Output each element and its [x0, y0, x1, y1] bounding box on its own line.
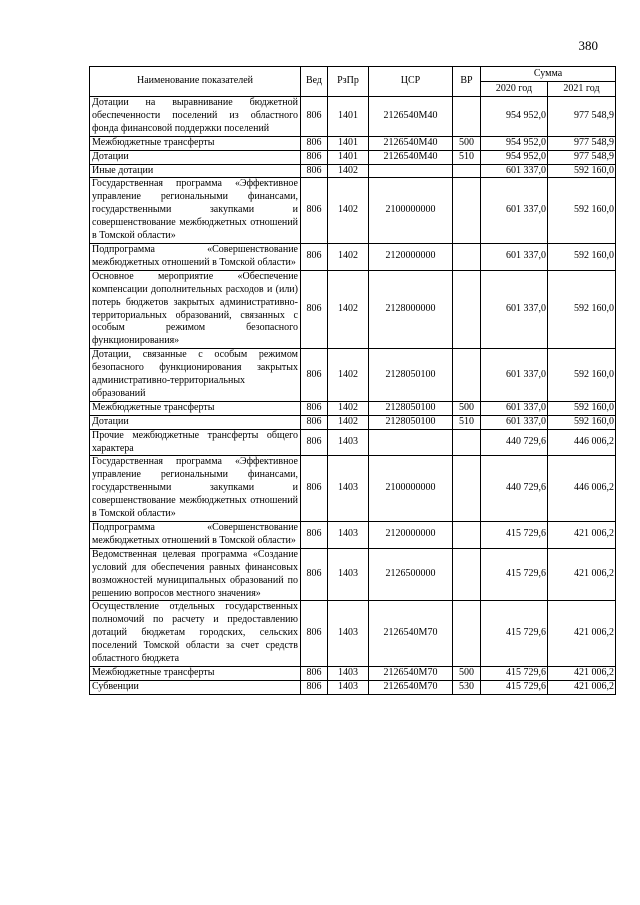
row-csr: 2126540М40	[369, 97, 453, 137]
row-amount-2020: 415 729,6	[481, 601, 548, 667]
row-name: Дотации, связанные с особым режимом безопасного функционирования закрытых административно-территориальных образований	[90, 349, 301, 402]
row-rzpr: 1403	[328, 522, 369, 549]
row-vr: 510	[453, 415, 481, 429]
row-csr: 2126540М70	[369, 601, 453, 667]
table-row	[90, 178, 616, 244]
row-name: Основное мероприятие «Обеспечение компенсации дополнительных расходов и (или) потерь бюджетов закрытых административно-территориальных образований, связанных с особым режимом безопасного функционирования»	[90, 270, 301, 348]
row-ved: 806	[301, 164, 328, 178]
row-csr	[369, 164, 453, 178]
table-row	[90, 666, 616, 680]
row-rzpr: 1402	[328, 401, 369, 415]
row-amount-2021: 592 160,0	[548, 415, 616, 429]
row-name: Иные дотации	[90, 164, 301, 178]
row-rzpr: 1403	[328, 548, 369, 601]
row-amount-2020: 954 952,0	[481, 150, 548, 164]
table-row	[90, 150, 616, 164]
row-amount-2021: 592 160,0	[548, 401, 616, 415]
row-name: Государственная программа «Эффективное управление региональными финансами, государственными закупками и совершенствование межбюджетных отношений в Томской области»	[90, 456, 301, 522]
row-ved: 806	[301, 548, 328, 601]
row-vr: 510	[453, 150, 481, 164]
row-vr	[453, 429, 481, 456]
header-vr: ВР	[453, 67, 481, 97]
table-row	[90, 243, 616, 270]
row-amount-2020: 415 729,6	[481, 666, 548, 680]
row-csr: 2100000000	[369, 456, 453, 522]
row-csr: 2128050100	[369, 349, 453, 402]
row-amount-2021: 977 548,9	[548, 97, 616, 137]
row-rzpr: 1402	[328, 164, 369, 178]
row-rzpr: 1403	[328, 680, 369, 694]
table-row	[90, 601, 616, 667]
row-amount-2021: 592 160,0	[548, 178, 616, 244]
row-ved: 806	[301, 666, 328, 680]
header-sum: Сумма	[481, 67, 616, 82]
row-csr: 2126500000	[369, 548, 453, 601]
row-vr: 530	[453, 680, 481, 694]
row-ved: 806	[301, 243, 328, 270]
row-name: Прочие межбюджетные трансферты общего характера	[90, 429, 301, 456]
row-name: Дотации	[90, 415, 301, 429]
row-vr	[453, 164, 481, 178]
row-amount-2020: 415 729,6	[481, 522, 548, 549]
row-amount-2020: 601 337,0	[481, 178, 548, 244]
row-csr: 2120000000	[369, 243, 453, 270]
row-vr	[453, 522, 481, 549]
row-rzpr: 1402	[328, 349, 369, 402]
budget-table	[89, 66, 616, 695]
row-vr	[453, 243, 481, 270]
row-amount-2020: 954 952,0	[481, 136, 548, 150]
row-vr	[453, 601, 481, 667]
table-row	[90, 548, 616, 601]
row-amount-2020: 601 337,0	[481, 349, 548, 402]
row-amount-2021: 592 160,0	[548, 270, 616, 348]
row-amount-2021: 421 006,2	[548, 680, 616, 694]
row-amount-2020: 440 729,6	[481, 456, 548, 522]
table-row	[90, 429, 616, 456]
table-body	[90, 97, 616, 695]
row-amount-2021: 592 160,0	[548, 164, 616, 178]
row-csr: 2120000000	[369, 522, 453, 549]
row-rzpr: 1403	[328, 429, 369, 456]
row-name: Подпрограмма «Совершенствование межбюджетных отношений в Томской области»	[90, 522, 301, 549]
row-amount-2021: 446 006,2	[548, 456, 616, 522]
row-rzpr: 1402	[328, 415, 369, 429]
page-number: 380	[578, 38, 598, 53]
table-row	[90, 136, 616, 150]
table-row	[90, 522, 616, 549]
table-row	[90, 270, 616, 348]
table-row	[90, 415, 616, 429]
row-rzpr: 1402	[328, 243, 369, 270]
row-csr: 2128050100	[369, 401, 453, 415]
row-amount-2020: 601 337,0	[481, 243, 548, 270]
table-row	[90, 97, 616, 137]
header-csr: ЦСР	[369, 67, 453, 97]
row-amount-2021: 977 548,9	[548, 136, 616, 150]
row-ved: 806	[301, 349, 328, 402]
row-ved: 806	[301, 97, 328, 137]
row-rzpr: 1403	[328, 456, 369, 522]
table-row	[90, 680, 616, 694]
row-ved: 806	[301, 270, 328, 348]
row-ved: 806	[301, 150, 328, 164]
row-ved: 806	[301, 136, 328, 150]
row-csr: 2126540М70	[369, 680, 453, 694]
row-vr: 500	[453, 136, 481, 150]
row-csr: 2128000000	[369, 270, 453, 348]
table-row	[90, 164, 616, 178]
row-amount-2020: 601 337,0	[481, 415, 548, 429]
row-ved: 806	[301, 522, 328, 549]
header-year-2021: 2021 год	[548, 82, 616, 97]
row-amount-2020: 601 337,0	[481, 401, 548, 415]
row-vr	[453, 349, 481, 402]
header-rzpr: РзПр	[328, 67, 369, 97]
row-amount-2020: 601 337,0	[481, 270, 548, 348]
table-row	[90, 456, 616, 522]
row-amount-2021: 446 006,2	[548, 429, 616, 456]
row-vr	[453, 456, 481, 522]
row-ved: 806	[301, 178, 328, 244]
row-amount-2020: 954 952,0	[481, 97, 548, 137]
row-name: Государственная программа «Эффективное управление региональными финансами, государственными закупками и совершенствование межбюджетных отношений в Томской области»	[90, 178, 301, 244]
row-rzpr: 1401	[328, 150, 369, 164]
row-csr: 2128050100	[369, 415, 453, 429]
row-rzpr: 1401	[328, 136, 369, 150]
row-ved: 806	[301, 456, 328, 522]
row-amount-2021: 421 006,2	[548, 522, 616, 549]
header-name: Наименование показателей	[90, 67, 301, 97]
row-amount-2021: 592 160,0	[548, 243, 616, 270]
row-name: Межбюджетные трансферты	[90, 666, 301, 680]
row-ved: 806	[301, 401, 328, 415]
header-year-2020: 2020 год	[481, 82, 548, 97]
row-csr: 2126540М40	[369, 136, 453, 150]
row-amount-2021: 421 006,2	[548, 548, 616, 601]
row-name: Подпрограмма «Совершенствование межбюджетных отношений в Томской области»	[90, 243, 301, 270]
row-vr	[453, 548, 481, 601]
table-row	[90, 401, 616, 415]
row-ved: 806	[301, 680, 328, 694]
row-amount-2020: 415 729,6	[481, 548, 548, 601]
row-amount-2020: 415 729,6	[481, 680, 548, 694]
row-rzpr: 1402	[328, 270, 369, 348]
row-csr: 2100000000	[369, 178, 453, 244]
row-amount-2020: 601 337,0	[481, 164, 548, 178]
row-name: Межбюджетные трансферты	[90, 401, 301, 415]
row-rzpr: 1403	[328, 666, 369, 680]
row-name: Субвенции	[90, 680, 301, 694]
row-name: Ведомственная целевая программа «Создание условий для обеспечения равных финансовых возможностей муниципальных образований по решению вопросов местного значения»	[90, 548, 301, 601]
row-amount-2020: 440 729,6	[481, 429, 548, 456]
row-vr: 500	[453, 401, 481, 415]
row-vr: 500	[453, 666, 481, 680]
row-rzpr: 1402	[328, 178, 369, 244]
row-vr	[453, 178, 481, 244]
row-ved: 806	[301, 429, 328, 456]
row-csr	[369, 429, 453, 456]
row-rzpr: 1403	[328, 601, 369, 667]
row-ved: 806	[301, 601, 328, 667]
row-amount-2021: 421 006,2	[548, 666, 616, 680]
row-vr	[453, 97, 481, 137]
row-vr	[453, 270, 481, 348]
row-amount-2021: 592 160,0	[548, 349, 616, 402]
row-csr: 2126540М40	[369, 150, 453, 164]
row-name: Дотации	[90, 150, 301, 164]
row-amount-2021: 977 548,9	[548, 150, 616, 164]
row-name: Осуществление отдельных государственных полномочий по расчету и предоставлению дотаций бюджетам городских, сельских поселений Томской области за счет средств областного бюджета	[90, 601, 301, 667]
table-row	[90, 349, 616, 402]
row-name: Дотации на выравнивание бюджетной обеспеченности поселений из областного фонда финансовой поддержки поселений	[90, 97, 301, 137]
row-rzpr: 1401	[328, 97, 369, 137]
row-amount-2021: 421 006,2	[548, 601, 616, 667]
row-ved: 806	[301, 415, 328, 429]
row-csr: 2126540М70	[369, 666, 453, 680]
row-name: Межбюджетные трансферты	[90, 136, 301, 150]
header-ved: Вед	[301, 67, 328, 97]
